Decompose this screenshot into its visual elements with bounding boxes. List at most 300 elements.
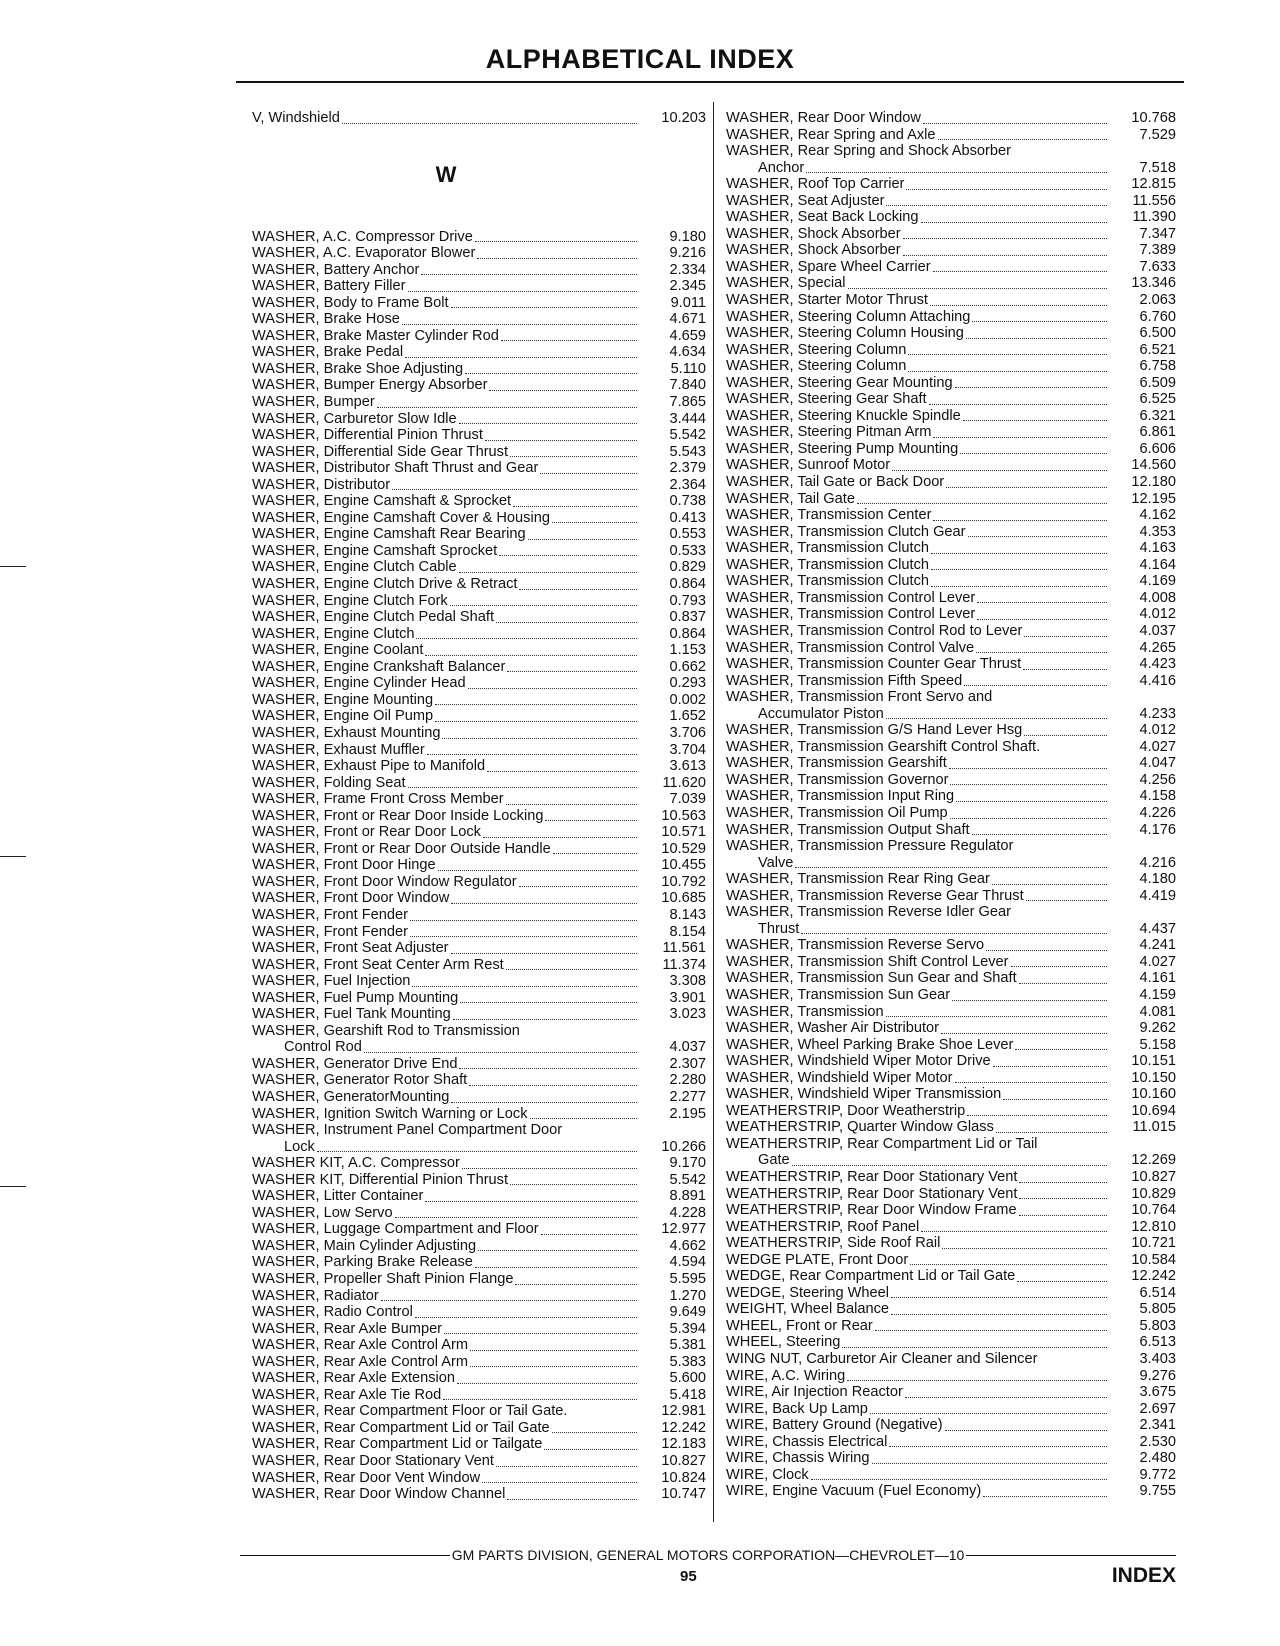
entry-page-number: 6.321: [1139, 407, 1176, 424]
dot-leader: [506, 969, 637, 970]
entry-page-number: 10.160: [1131, 1086, 1176, 1103]
entry-label: WASHER, Distributor: [252, 476, 391, 493]
dot-leader: [513, 506, 637, 507]
entry-page-number: 4.423: [1139, 656, 1176, 673]
entry-page-number: 0.553: [669, 526, 706, 543]
dot-leader: [886, 1016, 1107, 1017]
entry-label: WASHER, Engine Clutch Cable: [252, 559, 457, 576]
entry-label: WEATHERSTRIP, Side Roof Rail: [726, 1235, 941, 1252]
entry-label: WIRE, Chassis Electrical: [726, 1433, 888, 1450]
index-entry: [726, 987, 1176, 1004]
dot-leader: [478, 1250, 637, 1251]
entry-label: WASHER, Transmission Gearshift: [726, 755, 947, 772]
entry-page-number: 5.110: [670, 360, 706, 377]
dot-leader: [342, 123, 637, 124]
entry-page-number: 12.269: [1131, 1152, 1176, 1169]
entry-page-number: 4.162: [1139, 507, 1176, 524]
dot-leader: [435, 721, 637, 722]
entry-label: WASHER, Front Fender: [252, 906, 408, 923]
entry-page-number: 2.280: [669, 1072, 706, 1089]
entry-label: WASHER, Front Fender: [252, 923, 408, 940]
dot-leader: [972, 834, 1107, 835]
entry-page-number: 3.704: [669, 741, 706, 758]
entry-label: WASHER, Engine Crankshaft Balancer: [252, 658, 506, 675]
index-entry: [726, 590, 1176, 607]
index-entry: [726, 1334, 1176, 1351]
index-entry: [726, 1086, 1176, 1103]
index-entry: [252, 411, 706, 428]
entry-label: WASHER, Front Door Hinge: [252, 857, 436, 874]
dot-leader: [468, 688, 637, 689]
entry-page-number: 12.810: [1131, 1218, 1176, 1235]
index-entry: [726, 375, 1176, 392]
entry-page-number: 3.706: [669, 724, 706, 741]
entry-label: WASHER, Exhaust Mounting: [252, 724, 441, 741]
dot-leader: [425, 1201, 637, 1202]
index-entry: [726, 259, 1176, 276]
index-entry: [252, 344, 706, 361]
index-entry: [726, 507, 1176, 524]
index-entry: [252, 1238, 706, 1255]
index-entry: [726, 491, 1176, 508]
index-entry: [252, 1370, 706, 1387]
entry-label: WEDGE, Steering Wheel: [726, 1284, 890, 1301]
index-entry: [252, 874, 706, 891]
entry-page-number: 10.694: [1131, 1102, 1176, 1119]
entry-page-number: 2.063: [1139, 292, 1176, 309]
entry-page-number: 9.276: [1139, 1367, 1176, 1384]
entry-label: WASHER KIT, Differential Pinion Thrust: [252, 1171, 509, 1188]
entry-page-number: 5.542: [669, 427, 706, 444]
entry-page-number: 8.143: [669, 906, 706, 923]
index-entry: [252, 510, 706, 527]
entry-page-number: 2.697: [1139, 1400, 1176, 1417]
index-entry: [252, 311, 706, 328]
entry-page-number: 12.180: [1131, 474, 1176, 491]
dot-leader: [485, 440, 637, 441]
entry-label: V, Windshield: [252, 110, 340, 126]
entry-page-number: 10.792: [661, 873, 706, 890]
index-column-right: [726, 110, 1176, 1500]
dot-leader: [1015, 1049, 1107, 1050]
dot-leader: [963, 420, 1107, 421]
entry-label: WASHER, Front or Rear Door Lock: [252, 824, 481, 841]
index-entry: [252, 1453, 706, 1470]
entry-label: WEIGHT, Wheel Balance: [726, 1301, 890, 1318]
dot-leader: [949, 768, 1107, 769]
dot-leader: [444, 1333, 637, 1334]
entry-label: WASHER, Engine Camshaft Rear Bearing: [252, 526, 526, 543]
entry-label: WASHER, Distributor Shaft Thrust and Gear: [252, 460, 539, 477]
entry-page-number: 11.390: [1132, 209, 1176, 226]
entry-label: WASHER, Seat Back Locking: [726, 209, 919, 226]
index-entry: [726, 1235, 1176, 1252]
index-entry: [252, 824, 706, 841]
index-entry: [252, 940, 706, 957]
entry-label: WASHER, Transmission Counter Gear Thrust: [726, 656, 1022, 673]
entry-label: WASHER, Steering Column: [726, 358, 907, 375]
entry-label: WASHER, Transmission Control Rod to Lever: [726, 622, 1023, 639]
entry-label: WASHER, Engine Clutch Fork: [252, 592, 448, 609]
entry-page-number: 5.543: [669, 443, 706, 460]
dot-leader: [510, 1184, 637, 1185]
entry-label: WASHER, Engine Mounting: [252, 691, 434, 708]
entry-page-number: 8.154: [669, 923, 706, 940]
entry-page-number: 10.829: [1131, 1185, 1176, 1202]
index-entry: [726, 391, 1176, 408]
dot-leader: [416, 638, 637, 639]
index-entry: [252, 609, 706, 626]
entry-page-number: 9.262: [1139, 1020, 1176, 1037]
index-entry: [726, 1252, 1176, 1269]
dot-leader: [976, 652, 1107, 653]
dot-leader: [931, 553, 1107, 554]
entry-page-number: 10.563: [661, 807, 706, 824]
index-entry: [726, 1136, 1176, 1153]
index-entry: [252, 957, 706, 974]
footer-line: [240, 1546, 1176, 1564]
entry-label: WASHER, Rear Axle Control Arm: [252, 1337, 468, 1354]
entry-page-number: 6.758: [1139, 358, 1176, 375]
index-entry: [252, 295, 706, 312]
entry-label: Gate: [758, 1152, 790, 1169]
dot-leader: [443, 1399, 637, 1400]
index-entry: [252, 559, 706, 576]
entry-page-number: 7.633: [1139, 258, 1176, 275]
dot-leader: [1024, 735, 1107, 736]
index-entry: [726, 921, 1176, 938]
entry-label: WASHER, GeneratorMounting: [252, 1088, 450, 1105]
entry-label: WASHER, Exhaust Pipe to Manifold: [252, 758, 486, 775]
dot-leader: [415, 1317, 637, 1318]
entry-label: WASHER, Rear Spring and Axle: [726, 126, 936, 143]
entry-label: WASHER, Front Seat Center Arm Rest: [252, 956, 504, 973]
entry-page-number: 12.242: [1131, 1268, 1176, 1285]
index-entry: [252, 1387, 706, 1404]
entry-page-number: 0.837: [669, 609, 706, 626]
dot-leader: [960, 453, 1107, 454]
entry-page-number: 10.827: [1131, 1169, 1176, 1185]
index-entry: [252, 924, 706, 941]
entry-label: WASHER, Transmission Clutch: [726, 573, 930, 590]
dot-leader: [955, 1082, 1107, 1083]
dot-leader: [410, 936, 637, 937]
entry-page-number: 7.840: [669, 377, 706, 394]
dot-leader: [552, 1432, 637, 1433]
index-entry: [252, 1089, 706, 1106]
dot-leader: [475, 1267, 637, 1268]
dot-leader: [966, 338, 1107, 339]
index-entry: [252, 907, 706, 924]
entry-label: WASHER, Engine Camshaft Sprocket: [252, 542, 498, 559]
entry-label: WASHER, Transmission Rear Ring Gear: [726, 871, 990, 888]
page-title: ALPHABETICAL INDEX: [485, 44, 795, 74]
dot-leader: [886, 205, 1107, 206]
entry-page-number: 4.228: [669, 1204, 706, 1221]
entry-page-number: 4.081: [1139, 1003, 1176, 1020]
entry-page-number: 4.008: [1139, 589, 1176, 606]
entry-label: WASHER, Rear Compartment Lid or Tail Gate: [252, 1419, 550, 1436]
index-entry: [252, 725, 706, 742]
dot-leader: [451, 903, 637, 904]
index-entry: [726, 424, 1176, 441]
index-entry: [726, 1037, 1176, 1054]
index-entry: [252, 775, 706, 792]
dot-leader: [891, 1314, 1107, 1315]
dot-leader: [395, 1217, 637, 1218]
entry-label: WASHER, Tail Gate or Back Door: [726, 474, 945, 491]
entry-label: WASHER, Frame Front Cross Member: [252, 791, 504, 808]
index-entry: [726, 242, 1176, 259]
dot-leader: [489, 390, 637, 391]
index-entry: [252, 262, 706, 279]
entry-page-number: 4.419: [1139, 887, 1176, 904]
index-entry: [726, 904, 1176, 921]
entry-label: WASHER, Low Servo: [252, 1204, 393, 1221]
margin-mark: [0, 856, 26, 857]
dot-leader: [977, 602, 1107, 603]
index-entry: [726, 524, 1176, 541]
index-entry: [252, 328, 706, 345]
dot-leader: [983, 1496, 1107, 1497]
entry-page-number: 10.721: [1131, 1235, 1176, 1252]
entry-page-number: 9.170: [669, 1155, 706, 1172]
index-entry: [252, 708, 706, 725]
entry-page-number: 6.525: [1139, 391, 1176, 408]
entry-page-number: 11.015: [1132, 1119, 1176, 1136]
dot-leader: [462, 1168, 637, 1169]
index-entry: [726, 1384, 1176, 1401]
entry-page-number: 6.500: [1139, 325, 1176, 342]
index-entry: [252, 361, 706, 378]
index-entry: [726, 408, 1176, 425]
dot-leader: [519, 886, 637, 887]
dot-leader: [402, 324, 637, 325]
dot-leader: [1017, 1281, 1107, 1282]
entry-label: WEDGE PLATE, Front Door: [726, 1251, 909, 1268]
index-entry: [252, 1321, 706, 1338]
entry-label: WIRE, Clock: [726, 1466, 809, 1483]
dot-leader: [986, 950, 1107, 951]
dot-leader: [941, 1033, 1107, 1034]
index-entry: [726, 110, 1176, 127]
index-entry: [252, 990, 706, 1007]
entry-page-number: 5.542: [669, 1171, 706, 1188]
dot-leader: [392, 489, 637, 490]
dot-leader: [952, 1000, 1107, 1001]
index-entry: [252, 1122, 706, 1139]
index-entry: [252, 1288, 706, 1305]
entry-label: WIRE, Engine Vacuum (Fuel Economy): [726, 1483, 982, 1500]
entry-label: WHEEL, Front or Rear: [726, 1317, 873, 1334]
entry-label: WASHER, Parking Brake Release: [252, 1254, 473, 1271]
dot-leader: [903, 255, 1107, 256]
dot-leader: [427, 754, 637, 755]
index-entry: [726, 1417, 1176, 1434]
index-entry: [726, 1450, 1176, 1467]
entry-label: WASHER, Transmission Sun Gear and Shaft: [726, 970, 1017, 987]
entry-label: WASHER, Fuel Injection: [252, 973, 411, 990]
entry-page-number: 7.347: [1139, 225, 1176, 242]
entry-page-number: 14.560: [1131, 457, 1176, 474]
entry-label: WASHER, Transmission Center: [726, 507, 932, 524]
dot-leader: [1026, 900, 1107, 901]
index-entry: [252, 1486, 706, 1503]
entry-label: Accumulator Piston: [758, 705, 884, 722]
entry-page-number: 4.671: [669, 311, 706, 328]
entry-label: Lock: [284, 1138, 315, 1155]
dot-leader: [993, 1066, 1107, 1067]
column-divider: [713, 102, 714, 1522]
index-entry: [726, 1119, 1176, 1136]
entry-label: WASHER, Battery Anchor: [252, 261, 420, 278]
entry-label: WASHER, Tail Gate: [726, 490, 855, 507]
entry-label: WASHER, Steering Pump Mounting: [726, 440, 959, 457]
entry-page-number: 4.216: [1139, 854, 1176, 871]
dot-leader: [410, 920, 637, 921]
index-entry: [726, 1401, 1176, 1418]
dot-leader: [801, 933, 1107, 934]
entry-label: WASHER, Rear Door Window: [726, 110, 921, 126]
dot-leader: [438, 870, 637, 871]
index-entry: [726, 226, 1176, 243]
entry-label: WASHER, Transmission Input Ring: [726, 788, 955, 805]
entry-page-number: 12.815: [1131, 176, 1176, 193]
entry-page-number: 4.164: [1139, 556, 1176, 573]
entry-page-number: 10.529: [661, 840, 706, 857]
entry-label: WASHER, Luggage Compartment and Floor: [252, 1221, 539, 1238]
dot-leader: [465, 373, 637, 374]
dot-leader: [501, 340, 637, 341]
index-entry: [726, 540, 1176, 557]
dot-leader: [847, 1380, 1107, 1381]
entry-page-number: 4.027: [1139, 953, 1176, 970]
dot-leader: [945, 1430, 1107, 1431]
entry-page-number: 0.662: [669, 658, 706, 675]
entry-label: WASHER, Transmission Reverse Idler Gear: [726, 904, 1011, 921]
index-entry: [252, 675, 706, 692]
entry-page-number: 0.793: [669, 592, 706, 609]
index-entry: [252, 394, 706, 411]
index-entry: [252, 791, 706, 808]
dot-leader: [956, 801, 1107, 802]
dot-leader: [811, 1479, 1107, 1480]
dot-leader: [792, 1165, 1107, 1166]
entry-page-number: 4.047: [1139, 755, 1176, 772]
index-entry: [726, 309, 1176, 326]
dot-leader: [1023, 669, 1107, 670]
entry-label: WASHER, Rear Compartment Lid or Tailgate: [252, 1436, 543, 1453]
index-entry: [252, 642, 706, 659]
entry-page-number: 4.012: [1139, 722, 1176, 739]
entry-page-number: 8.891: [669, 1188, 706, 1205]
index-entry: [252, 1354, 706, 1371]
entry-page-number: 4.158: [1139, 788, 1176, 805]
entry-label: WEATHERSTRIP, Quarter Window Glass: [726, 1119, 994, 1136]
index-entry: [252, 1271, 706, 1288]
entry-label: WASHER, Transmission Pressure Regulator: [726, 838, 1014, 855]
entry-page-number: 5.595: [669, 1271, 706, 1287]
entry-page-number: 2.277: [669, 1088, 706, 1105]
dot-leader: [451, 307, 637, 308]
entry-label: WASHER, Transmission Reverse Gear Thrust: [726, 887, 1024, 904]
entry-label: WASHER, Brake Master Cylinder Rod: [252, 327, 499, 344]
index-entry: [726, 606, 1176, 623]
entry-label: WASHER, Front or Rear Door Inside Locking: [252, 807, 544, 824]
entry-page-number: 4.169: [1139, 573, 1176, 590]
entry-page-number: 10.151: [1131, 1053, 1176, 1070]
dot-leader: [553, 853, 637, 854]
index-entry: [726, 1103, 1176, 1120]
index-entry: [252, 1403, 706, 1420]
index-entry: [726, 954, 1176, 971]
entry-label: WASHER, Litter Container: [252, 1188, 424, 1205]
dot-leader: [541, 1234, 637, 1235]
index-entry: [252, 973, 706, 990]
index-entry: [252, 692, 706, 709]
entry-page-number: 10.571: [661, 824, 706, 841]
entry-page-number: 10.455: [661, 857, 706, 874]
entry-page-number: 11.374: [662, 956, 706, 973]
entry-label: WHEEL, Steering: [726, 1334, 841, 1351]
index-entry: [726, 1368, 1176, 1385]
entry-label: WIRE, Air Injection Reactor: [726, 1384, 903, 1401]
entry-page-number: 11.561: [662, 940, 706, 957]
margin-mark: [0, 566, 26, 567]
dot-leader: [908, 354, 1107, 355]
index-entry: [726, 127, 1176, 144]
entry-page-number: 4.416: [1139, 672, 1176, 689]
entry-label: WASHER, Transmission Governor: [726, 771, 949, 788]
dot-leader: [933, 437, 1107, 438]
entry-label: WASHER, Transmission Fifth Speed: [726, 672, 963, 689]
entry-page-number: 1.652: [669, 708, 706, 725]
entry-page-number: 6.760: [1139, 308, 1176, 325]
dot-leader: [964, 685, 1107, 686]
entry-label: WASHER, Engine Clutch Pedal Shaft: [252, 609, 494, 626]
dot-leader: [408, 291, 637, 292]
entry-page-number: 4.176: [1139, 821, 1176, 838]
index-entry: [726, 706, 1176, 723]
dot-leader: [487, 771, 637, 772]
entry-label: WASHER, Transmission Clutch: [726, 540, 930, 557]
index-entry: [726, 739, 1176, 756]
index-entry: [726, 1169, 1176, 1186]
index-entry: [252, 593, 706, 610]
entry-label: WASHER, Folding Seat: [252, 774, 406, 791]
entry-label: Control Rod: [284, 1039, 362, 1056]
entry-page-number: 2.480: [1139, 1450, 1176, 1467]
index-entry: [252, 758, 706, 775]
dot-leader: [496, 1466, 637, 1467]
entry-label: WASHER, Engine Clutch: [252, 625, 415, 642]
dot-leader: [875, 1330, 1107, 1331]
entry-page-number: 2.530: [1139, 1433, 1176, 1450]
entry-label: WASHER, Differential Pinion Thrust: [252, 427, 483, 444]
dot-leader: [470, 1350, 637, 1351]
dot-leader: [506, 804, 637, 805]
dot-leader: [510, 456, 637, 457]
entry-page-number: 5.803: [1139, 1317, 1176, 1334]
index-entry: [252, 526, 706, 543]
entry-page-number: 10.824: [661, 1469, 706, 1486]
entry-label: WASHER, Windshield Wiper Motor Drive: [726, 1053, 991, 1070]
dot-leader: [482, 1482, 637, 1483]
entry-label: WASHER, Transmission G/S Hand Lever Hsg: [726, 722, 1023, 739]
entry-page-number: 4.027: [1139, 738, 1176, 755]
entry-page-number: 7.039: [669, 791, 706, 808]
entry-label: WASHER, Radiator: [252, 1287, 379, 1304]
